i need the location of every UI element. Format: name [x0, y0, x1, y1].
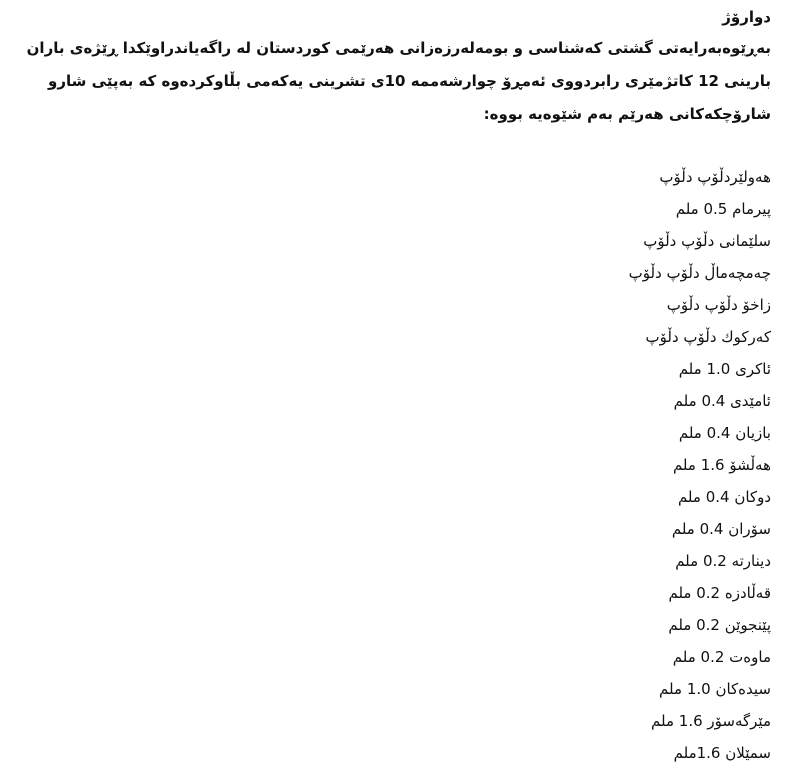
rainfall-item: سۆران 0.4 ملم: [671, 520, 771, 538]
rainfall-item: هەولێردڵۆپ دڵۆپ: [659, 168, 771, 186]
intro-paragraph: بەڕێوەبەرایەتی گشتی کەشناسی و بومەلەرزەزانی هەرێمی کوردستان لە راگەیاندراوێکدا ڕێژەی باران بارینی 12 کاتژمێری رابردووی ئەمڕۆ چوارشەممە 10ی تشرینی یەکەمی بڵاوکردەوە کە بەپێی شارو شارۆچکەکانی هەرێم بەم شێوەیە بووە:: [26, 39, 771, 123]
rainfall-item: دوکان 0.4 ملم: [677, 488, 771, 506]
rainfall-item: سیدەکان 1.0 ملم: [659, 680, 771, 698]
rainfall-item: دینارتە 0.2 ملم: [675, 552, 771, 570]
rainfall-item: مێرگەسۆر 1.6 ملم: [651, 712, 771, 730]
document-title: دوارۆژ: [722, 8, 771, 26]
rainfall-item: بازیان 0.4 ملم: [678, 424, 771, 442]
paragraph-spacer: [8, 131, 771, 161]
rainfall-list: [8, 161, 771, 769]
rainfall-item: ماوەت 0.2 ملم: [672, 648, 771, 666]
rainfall-item: سمێلان 1.6ملم: [673, 744, 771, 762]
rainfall-item: چەمچەماڵ دڵۆپ دڵۆپ: [628, 264, 771, 282]
rainfall-item: قەڵادزە 0.2 ملم: [668, 584, 771, 602]
rainfall-item: پیرمام 0.5 ملم: [675, 200, 771, 218]
rainfall-item: زاخۆ دڵۆپ دڵۆپ: [666, 296, 771, 314]
rainfall-item: سلێمانی دڵۆپ دڵۆپ: [643, 232, 771, 250]
rainfall-item: ئاکری 1.0 ملم: [678, 360, 771, 378]
rainfall-item: کەرکوك دڵۆپ دڵۆپ: [645, 328, 771, 346]
rainfall-item: پێنجوێن 0.2 ملم: [668, 616, 771, 634]
rainfall-item: ئامێدی 0.4 ملم: [673, 392, 771, 410]
rainfall-item: هەڵشۆ 1.6 ملم: [672, 456, 771, 474]
